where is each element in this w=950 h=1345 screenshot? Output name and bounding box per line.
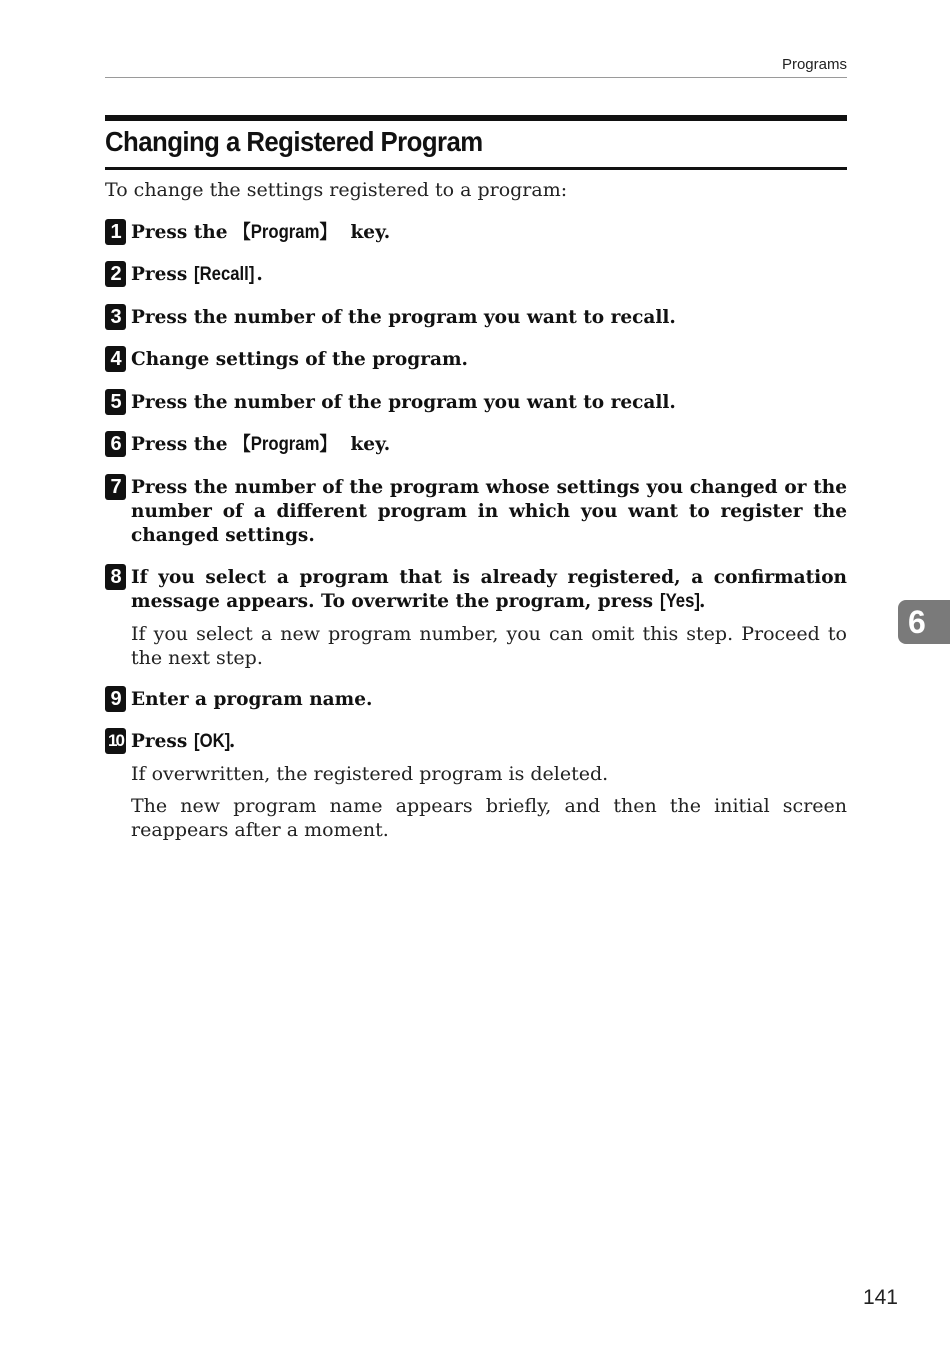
step-note: The new program name appears briefly, and then the initial screen reappears after a moment. [131, 795, 847, 841]
step-text-after: . [228, 731, 236, 752]
step-number-3: 3 [105, 304, 126, 330]
step-text-after: . [698, 591, 706, 612]
step-number-6: 6 [105, 431, 126, 457]
step-text-before: Press the [131, 434, 234, 455]
step-number-9: 9 [105, 686, 126, 712]
program-key: 【Program】 [233, 222, 337, 243]
step-7 [105, 476, 847, 548]
step-number-7: 7 [105, 474, 126, 500]
step-text: Enter a program name. [131, 689, 373, 710]
step-number-5: 5 [105, 389, 126, 415]
step-text: Press the number of the program whose settings you changed or the number of a different program in which you want to register the changed settings. [131, 477, 847, 546]
step-3 [105, 306, 847, 330]
step-text: Change settings of the program. [131, 349, 468, 370]
step-8 [105, 566, 847, 670]
step-note: If you select a new program number, you can omit this step. Proceed to the next step. [131, 623, 847, 669]
step-text-after: key. [344, 222, 391, 243]
running-head: Programs [781, 56, 847, 73]
step-1 [105, 221, 847, 245]
step-text-after: . [256, 264, 263, 285]
step-text-after: key. [344, 434, 391, 455]
step-9 [105, 688, 847, 712]
step-number-8: 8 [105, 564, 126, 590]
step-text [131, 566, 847, 614]
chapter-tab: 6 [898, 600, 950, 644]
header-rule [105, 77, 847, 78]
step-text-before: Press the [131, 222, 234, 243]
step-text [131, 433, 847, 457]
ok-key: [OK] [193, 731, 230, 752]
step-2 [105, 263, 847, 287]
step-text [131, 263, 847, 287]
recall-key: [Recall] [193, 264, 255, 285]
step-text: Press the number of the program you want to recall. [131, 392, 676, 413]
step-number-2: 2 [105, 261, 126, 287]
page-title: Changing a Registered Program [105, 126, 483, 157]
page-number: 141 [862, 1286, 898, 1309]
step-4 [105, 348, 847, 372]
step-number-10: 10 [105, 728, 126, 754]
step-text [131, 730, 847, 754]
step-text [131, 221, 847, 245]
step-5 [105, 391, 847, 415]
program-key: 【Program】 [233, 434, 337, 455]
step-text-before: If you select a program that is already registered, a confirmation message appears. To overwrite the program, press [131, 567, 847, 612]
step-6 [105, 433, 847, 457]
yes-key: [Yes] [659, 591, 700, 612]
step-number-4: 4 [105, 346, 126, 372]
step-text-before: Press [131, 731, 194, 752]
step-10 [105, 730, 847, 842]
title-rule-bottom [105, 167, 847, 170]
title-rule-top [105, 115, 847, 121]
step-number-1: 1 [105, 219, 126, 245]
step-text: Press the number of the program you want to recall. [131, 307, 676, 328]
step-note: If overwritten, the registered program is deleted. [131, 763, 609, 785]
intro-text: To change the settings registered to a program: [105, 179, 568, 201]
step-text-before: Press [131, 264, 194, 285]
